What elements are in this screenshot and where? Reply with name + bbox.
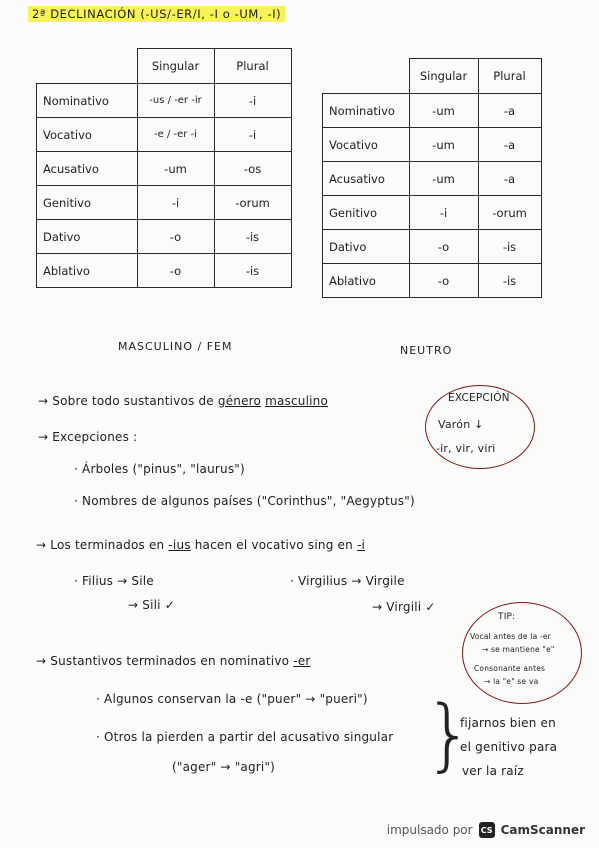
note-trees: · Árboles ("pinus", "laurus") bbox=[74, 462, 245, 476]
neuter-caption: NEUTRO bbox=[400, 344, 453, 357]
case-name: Genitivo bbox=[323, 196, 410, 230]
case-name: Nominativo bbox=[37, 84, 138, 118]
singular-ending: -o bbox=[137, 220, 214, 254]
note-exceptions: → Excepciones : bbox=[38, 430, 138, 444]
table-row bbox=[323, 162, 542, 196]
side-note: fijarnos bien en bbox=[460, 716, 556, 730]
example-filius: · Filius → Sile bbox=[74, 574, 154, 588]
note-underlined: masculino bbox=[265, 394, 329, 408]
plural-ending: -is bbox=[478, 264, 541, 298]
table-corner bbox=[323, 59, 410, 94]
example-virgilius-correct: → Virgili ✓ bbox=[372, 600, 436, 614]
note-text: → Los terminados en bbox=[36, 538, 165, 552]
example-filius-correct: → Sili ✓ bbox=[128, 598, 175, 612]
camscanner-footer bbox=[387, 822, 585, 838]
table-row bbox=[37, 84, 292, 118]
note-masculine-nouns bbox=[38, 394, 328, 408]
table-row bbox=[323, 94, 542, 128]
camscanner-brand: CamScanner bbox=[500, 823, 585, 837]
singular-ending: -i bbox=[409, 196, 478, 230]
note-underlined: género bbox=[217, 394, 262, 408]
singular-ending: -e / -er -i bbox=[137, 118, 214, 152]
case-name: Dativo bbox=[37, 220, 138, 254]
plural-ending: -os bbox=[214, 152, 291, 186]
case-name: Acusativo bbox=[323, 162, 410, 196]
singular-ending: -o bbox=[409, 230, 478, 264]
camscanner-logo-icon: CS bbox=[479, 822, 495, 838]
tip-line: Vocal antes de la -er bbox=[470, 632, 551, 641]
case-name: Nominativo bbox=[323, 94, 410, 128]
table-row bbox=[37, 118, 292, 152]
case-name: Vocativo bbox=[323, 128, 410, 162]
table-row bbox=[37, 220, 292, 254]
plural-ending: -orum bbox=[478, 196, 541, 230]
plural-ending: -is bbox=[478, 230, 541, 264]
exception-line: Varón ↓ bbox=[438, 418, 484, 431]
case-name: Dativo bbox=[323, 230, 410, 264]
plural-ending: -is bbox=[214, 220, 291, 254]
page-title: 2ª DECLINACIÓN (-US/-ER/I, -I o -UM, -I) bbox=[28, 6, 285, 22]
plural-ending: -a bbox=[478, 162, 541, 196]
case-name: Acusativo bbox=[37, 152, 138, 186]
example-virgilius: · Virgilius → Virgile bbox=[290, 574, 405, 588]
case-name: Genitivo bbox=[37, 186, 138, 220]
note-ius-nouns bbox=[36, 538, 365, 552]
note-keep-e: · Algunos conservan la -e ("puer" → "pueri") bbox=[96, 692, 368, 706]
header-singular: Singular bbox=[137, 49, 214, 84]
singular-ending: -um bbox=[409, 94, 478, 128]
singular-ending: -o bbox=[409, 264, 478, 298]
note-text: Sobre todo sustantivos de bbox=[52, 394, 214, 408]
neuter-declension-table bbox=[322, 58, 542, 298]
singular-ending: -o bbox=[137, 254, 214, 288]
table-row bbox=[323, 264, 542, 298]
arrow-icon: → bbox=[38, 394, 49, 408]
side-note: ver la raíz bbox=[462, 764, 524, 778]
note-countries: · Nombres de algunos países ("Corinthus", "Aegyptus") bbox=[74, 494, 415, 508]
header-plural: Plural bbox=[214, 49, 291, 84]
header-plural: Plural bbox=[478, 59, 541, 94]
singular-ending: -um bbox=[409, 128, 478, 162]
singular-ending: -us / -er -ir bbox=[137, 84, 214, 118]
curly-brace-icon: } bbox=[424, 690, 474, 780]
plural-ending: -a bbox=[478, 94, 541, 128]
singular-ending: -um bbox=[409, 162, 478, 196]
note-ager-example: ("ager" → "agri") bbox=[172, 760, 276, 774]
exception-line: -ir, vir, viri bbox=[436, 442, 496, 455]
case-name: Ablativo bbox=[323, 264, 410, 298]
plural-ending: -a bbox=[478, 128, 541, 162]
singular-ending: -um bbox=[137, 152, 214, 186]
tip-line: Consonante antes bbox=[474, 664, 546, 673]
table-row bbox=[37, 152, 292, 186]
tip-line: → la "e" se va bbox=[484, 677, 539, 686]
table-row bbox=[37, 254, 292, 288]
plural-ending: -i bbox=[214, 84, 291, 118]
table-row bbox=[37, 186, 292, 220]
exception-title: EXCEPCIÓN bbox=[448, 392, 510, 404]
note-underlined: -ius bbox=[168, 538, 191, 552]
table-row bbox=[323, 196, 542, 230]
masculine-declension-table bbox=[36, 48, 292, 288]
table-row bbox=[323, 128, 542, 162]
footer-text: impulsado por bbox=[386, 823, 473, 837]
plural-ending: -i bbox=[214, 118, 291, 152]
case-name: Vocativo bbox=[37, 118, 138, 152]
table-row bbox=[323, 230, 542, 264]
note-lose-e: · Otros la pierden a partir del acusativo singular bbox=[96, 730, 394, 744]
plural-ending: -orum bbox=[214, 186, 291, 220]
tip-title: TIP: bbox=[498, 612, 516, 622]
note-text: → Sustantivos terminados en nominativo bbox=[36, 654, 290, 668]
note-underlined: -i bbox=[356, 538, 366, 552]
header-singular: Singular bbox=[409, 59, 478, 94]
case-name: Ablativo bbox=[37, 254, 138, 288]
note-er-nouns bbox=[36, 654, 310, 668]
tip-line: → se mantiene "e" bbox=[482, 645, 555, 654]
singular-ending: -i bbox=[137, 186, 214, 220]
note-underlined: -er bbox=[293, 654, 311, 668]
table-corner bbox=[37, 49, 138, 84]
masculine-caption: MASCULINO / FEM bbox=[118, 340, 233, 353]
side-note: el genitivo para bbox=[460, 740, 558, 754]
note-text: hacen el vocativo sing en bbox=[194, 538, 353, 552]
plural-ending: -is bbox=[214, 254, 291, 288]
